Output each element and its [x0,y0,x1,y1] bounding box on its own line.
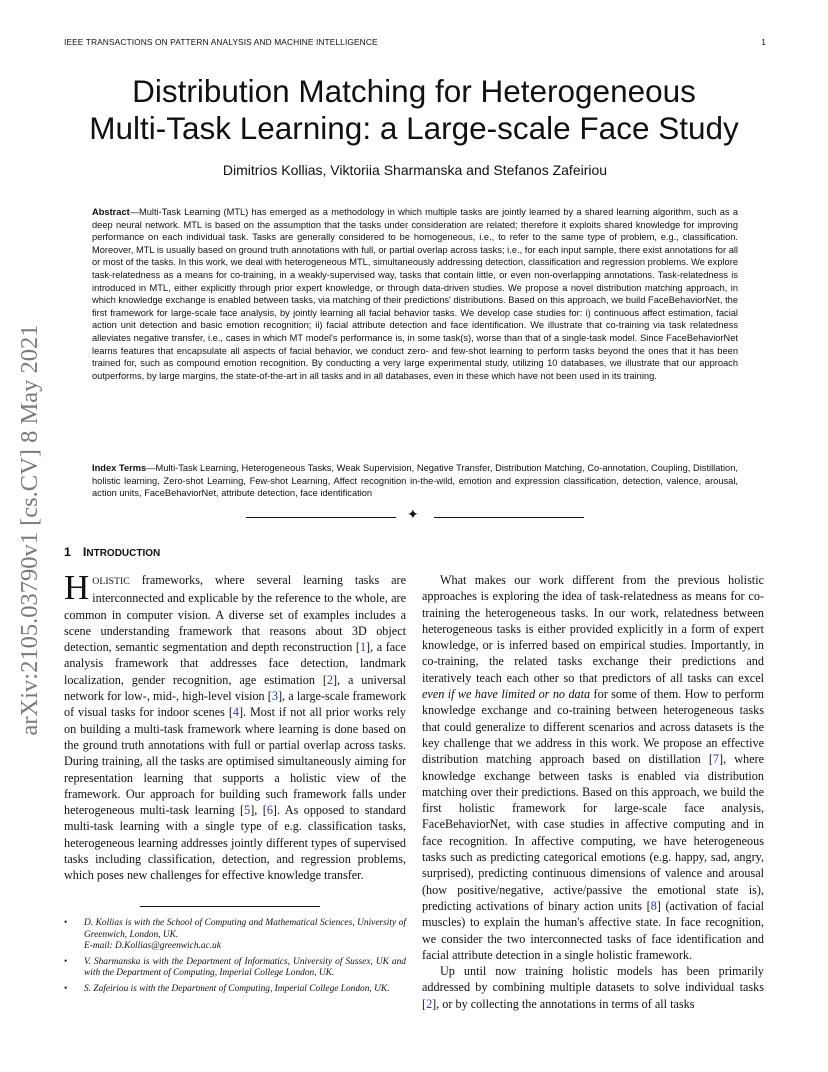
running-header [64,37,766,47]
separator-star-icon: ✦ [407,508,419,523]
text-run: Up until now training holistic models has been primarily addressed by combining multiple datasets to solve individual tasks [ [422,964,764,1011]
index-terms-text: —Multi-Task Learning, Heterogeneous Tasks, Weak Supervision, Negative Transfer, Distribution Matching, Co-annotation, Coupling, Distillation, holistic learning, Zero-shot Learning, Few-shot Learning, Affect recognition in-the-wild, emotion and expression classification, detection, valence, arousal, action units, FaceBehaviorNet, attribute detection, face identification [92,463,738,499]
footnotes [64,918,406,1000]
footnote-text: D. Kollias is with the School of Computing and Mathematical Sciences, University of Greenwich, London, UK. [84,918,406,940]
footnote-item [64,918,406,953]
drop-cap: H [64,568,90,607]
section-number: 1 [64,545,71,559]
citation-link[interactable]: 7 [712,752,720,767]
text-run: frameworks, where several learning tasks are interconnected and explicable by the reference to the whole, are common in computer vision. A diverse set of examples includes a scene understanding framework that reasons about 3D object detection, semantic segmentation and depth reconstruction [ [64,573,406,655]
arxiv-stamp [8,290,52,770]
intro-paragraph-1 [64,568,406,884]
text-run: for some of them. How to perform knowledge exchange and co-training between heterogeneous tasks that could generalize to different scenarios and across datasets is the key challenge that we address in this work. We propose an effective distribution matching approach based on distillation [ [422,687,764,767]
abstract-text: —Multi-Task Learning (MTL) has emerged as a methodology in which multiple tasks are jointly learned by a shared learning algorithm, such as a deep neural network. MTL is based on the assumption that the tasks under consideration are related; therefore it exploits shared knowledge for improving performance on each individual task. Tasks are generally considered to be homogeneous, i.e., to refer to the same type of problem, e.g., classification. Moreover, MTL is usually based on ground truth annotations with full, or partial overlap across tasks; i.e., for each input sample, there exist annotations for all or most of the tasks. In this work, we deal with heterogeneous MTL, simultaneously addressing detection, classification and regression problems. We explore task-relatedness as a means for co-training, in a weakly-supervised way, tasks that contain little, or even non-overlapping annotations. Task-relatedness is introduced in MTL, either explicitly through prior expert knowledge, or through data-driven studies. We propose a novel distribution matching approach, in which knowledge exchange is enabled between tasks, via matching of their predictions' distributions. Based on this approach, we build FaceBehaviorNet, the first framework for large-scale face analysis, by jointly learning all facial behavior tasks. We develop case studies for: i) continuous affect estimation, facial action unit detection and basic emotion recognition; ii) facial attribute detection and face identification. We illustrate that co-training via task relatedness alleviates negative transfer, i.e., cases in which MT model's performance is, in some task(s), worse than that of a single-task model. Since FaceBehaviorNet learns features that encapsulate all aspects of facial behavior, we conduct zero- and few-shot learning to perform tasks beyond the ones that it has been trained for, such as compound emotion recognition. By conducting a very large experimental study, utilizing 10 databases, we illustrate that our approach outperforms, by large margins, the state-of-the-art in all tasks and in all databases, even in these which have not been used in its training. [92,207,738,381]
footnote-item [64,984,406,996]
footnote-item [64,957,406,980]
index-terms [92,462,738,500]
citation-link[interactable]: 6 [266,803,273,818]
separator-line-right [434,517,584,518]
citation-link[interactable]: 8 [650,898,657,913]
citation-link[interactable]: 1 [359,640,367,655]
citation-link[interactable]: 2 [426,996,433,1011]
text-run: ], a face analysis framework that addresses face detection, landmark localization, gender recognition, age estimation [ [64,640,406,687]
section-title-rest: NTRODUCTION [86,548,161,559]
text-run: ], [ [250,803,267,818]
authors: Dimitrios Kollias, Viktoriia Sharmanska and Stefanos Zafeiriou [222,162,608,178]
text-run: ]. Most if not all prior works rely on building a multi-task framework where learning is done based on the ground truth annotations with full or partial overlap across tasks. During training, all the tasks are optimised simultaneously aiming for representation learning that supports a holistic view of the framework. Our approach for building such framework falls under heterogeneous multi-task learning [ [64,705,406,818]
text-run: ], or by collecting the annotations in terms of all tasks [432,996,695,1011]
text-run: What makes our work different from the previous holistic approaches is exploring the idea of task-relatedness as means for co-training the heterogeneous tasks. In our work, relatedness between heterogeneous tasks is either provided explicitly in a form of expert knowledge, or is inferred based on empirical studies. Importantly, in co-training, the related tasks exchange their predictions and iteratively teach each other so that predictors of all tasks can excel [422,573,764,685]
bullet-icon: • [64,983,68,994]
citation-link[interactable]: 5 [244,803,251,818]
text-run: ], a large-scale framework of visual tasks for indoor scenes [ [64,689,406,720]
abstract [92,206,738,382]
smallcaps-word: OLISTIC [92,576,130,587]
title-line-1: Distribution Matching for Heterogeneous [132,73,696,109]
column-left [64,568,406,884]
intro-paragraph-2 [422,572,764,963]
footnote-email[interactable]: E-mail: D.Kollias@greenwich.ac.uk [84,941,221,952]
column-right [422,572,764,1012]
journal-name: IEEE TRANSACTIONS ON PATTERN ANALYSIS AND MACHINE INTELLIGENCE [64,37,378,47]
footnote-rule [140,906,320,907]
emphasis-text: even if we have limited or no data [422,687,591,702]
text-run: ], a universal network for low-, mid-, high-level vision [ [64,672,406,704]
bullet-icon: • [64,918,68,928]
citation-link[interactable]: 2 [326,672,333,687]
separator-line-left [246,517,396,518]
paper-title [40,73,788,147]
abstract-label: Abstract [92,207,130,217]
citation-link[interactable]: 3 [271,689,278,704]
section-initial: I [82,545,87,559]
text-run: ], where knowledge exchange between tasks is enabled via distribution matching over their predictions. Based on this approach, we build the first holistic framework for large-scale face analysis, FaceBehaviorNet, with case studies in affective computing and in face recognition. In affective computing, we have heterogeneous tasks such as predicting categorical emotions (e.g. happy, sad, angry, surprised), predicting continuous dimensions of valence and arousal (how positive/negative, active/passive the emotional state is), predicting activations of binary action units [ [422,752,764,913]
intro-paragraph-3 [422,963,764,1012]
arxiv-identifier[interactable]: arXiv:2105.03790v1 [cs.CV] 8 May 2021 [16,324,43,736]
index-terms-label: Index Terms [92,463,147,473]
citation-link[interactable]: 4 [232,705,239,720]
title-line-2: Multi-Task Learning: a Large-scale Face Study [89,110,739,146]
text-run: ] (activation of facial muscles) to explain the human's affective state. In face recognition, we consider the two interconnected tasks of face identification and facial attribute detection in a single holistic framework. [422,898,764,962]
footnote-text: S. Zafeiriou is with the Department of Computing, Imperial College London, UK. [84,983,390,994]
text-run: ]. As opposed to standard multi-task learning with a single type of e.g. classification tasks, heterogeneous learning addresses jointly different types of supervised tasks including classification, detection, and regression problems, which poses new challenges for effective knowledge transfer. [64,803,406,883]
page-number: 1 [761,37,766,47]
bullet-icon: • [64,956,68,967]
section-separator [246,508,584,523]
footnote-text: V. Sharmanska is with the Department of Informatics, University of Sussex, UK and with the Department of Computing, Imperial College London, UK. [84,956,406,979]
section-heading [64,545,160,559]
